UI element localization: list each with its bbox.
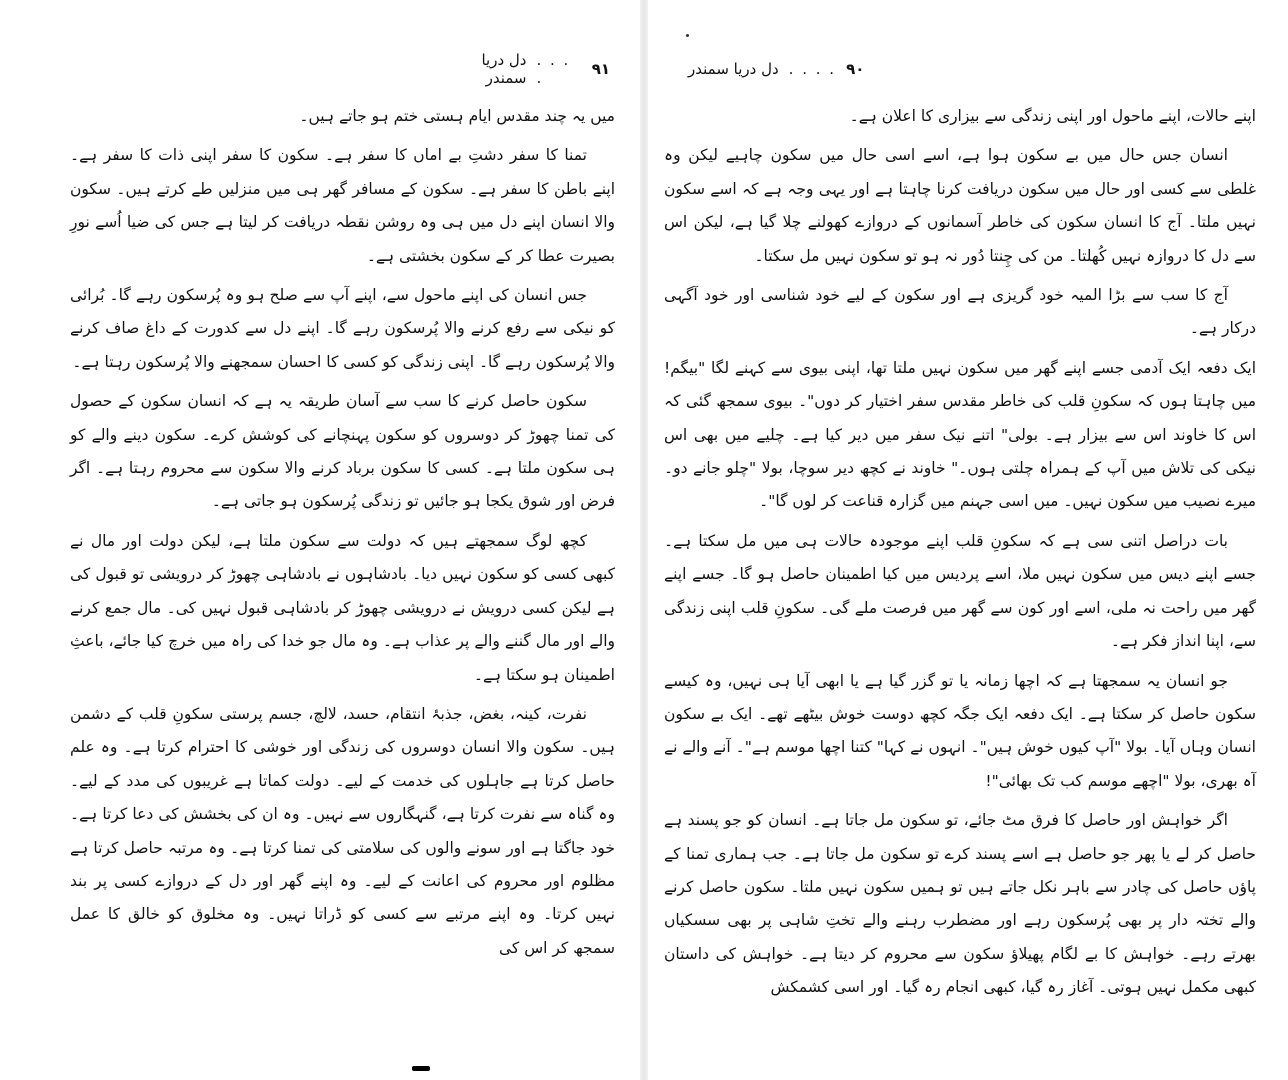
paragraph: کچھ لوگ سمجھتے ہیں کہ دولت سے سکون ملتا ہے، لیکن دولت اور مال نے کبھی کسی کو سکون نہیں دیا۔ بادشاہوں نے بادشاہی چھوڑ کر درویشی تو قبول کی ہے لیکن کسی درویش نے درویشی چھوڑ کر بادشاہی قبول نہیں کی۔ مال جمع کرنے والے اور مال گننے والے پر عذاب ہے۔ وہ مال جو خدا کی راہ میں خرچ کیا جائے، باعثِ اطمینان ہو سکتا ہے۔ [70, 531, 615, 684]
paragraph: انسان جس حال میں بے سکون ہوا ہے، اسے اسی حال میں سکون چاہیے لیکن وہ غلطی سے کسی اور حال میں سکون دریافت کرنا چاہتا ہے اور یہی وجہ ہے کہ اسے سکون نہیں ملتا۔ آج کا انسان سکون کی خاطر آسمانوں کے دروازے کھولنے چلا گیا ہے، لیکن اس سے دل کا دروازہ نہیں کُھلتا۔ من کی چِنتا دُور نہ ہو تو سکون نہیں مل سکتا۔ [664, 146, 1256, 265]
page-number: ۹۱ [591, 60, 610, 78]
page-header [440, 52, 610, 86]
paragraph: جس انسان کی اپنے ماحول سے، اپنے آپ سے صلح ہو وہ پُرسکون رہے گا۔ بُرائی کو نیکی سے رفع کرنے والا پُرسکون رہے گا۔ اپنے دل سے کدورت کے داغ صاف کرنے والا پُرسکون رہے گا۔ اپنی زندگی کو کسی کا احسان سمجھنے والا پُرسکون رہتا ہے۔ [70, 286, 615, 371]
bottom-mark [412, 1066, 430, 1071]
paragraph: بات دراصل اتنی سی ہے کہ سکونِ قلب اپنے موجودہ حالات ہی میں مل سکتا ہے۔ جسے اپنے دیس میں سکون نہیں ملا، اسے پردیس میں کیا اطمینان حاصل ہو گا۔ جسے اپنے گھر میں راحت نہ ملی، اسے اور کون سے گھر میں فرصت ملے گی۔ سکونِ قلب اپنی زندگی سے، اپنا انداز فکر ہے۔ [664, 531, 1256, 651]
page-body [70, 100, 615, 971]
page-number: ۹۰ [846, 60, 865, 78]
paragraph: نفرت، کینہ، بغض، جذبۂ انتقام، حسد، لالچ، جسم پرستی سکونِ قلب کے دشمن ہیں۔ سکون والا انسان دوسروں کی زندگی اور خوشی کا احترام کرتا ہے۔ وہ علم حاصل کرتا ہے جاہلوں کی خدمت کے لیے۔ دولت کماتا ہے غریبوں کی مدد کے لیے۔ وہ گناہ سے نفرت کرتا ہے، گنہگاروں سے نہیں۔ وہ ان کی بخشش کی دعا کرتا ہے۔ خود جاگتا ہے اور سونے والوں کی سلامتی کی تمنا کرتا ہے۔ وہ مرتبہ حاصل کرتا ہے مظلوم اور محروم کی اعانت کے لیے۔ وہ اپنے گھر اور دل کے دروازے کسی پر بند نہیں کرتا۔ وہ اپنے مرتبے سے کسی کو ڈراتا نہیں۔ وہ مخلوق کو خالق کا عمل سمجھ کر اس کی [70, 704, 615, 957]
paragraph: میں یہ چند مقدس ایام ہستی ختم ہو جاتے ہیں۔ [299, 107, 615, 125]
paragraph: اگر خواہش اور حاصل کا فرق مٹ جائے، تو سکون مل جاتا ہے۔ انسان کو جو پسند ہے حاصل کر لے یا پھر جو حاصل ہے اسے پسند کرے تو سکون مل جاتا ہے۔ جب ہماری تمنا کے پاؤں حاصل کی چادر سے باہر نکل جاتے ہیں تو ہمیں سکون نہیں ملتا۔ سکون حاصل کرنے والے تختہ دار پر بھی پُرسکون رہے اور مضطرب رہنے والے تختِ شاہی پر بھی سسکیاں بھرتے رہے۔ خواہش کا بے لگام پھیلاؤ سکون سے محروم کر دیتا ہے۔ خواہش کی داستان کبھی مکمل نہیں ہوتی۔ آغاز رہ گیا، کبھی انجام رہ گیا۔ اور اسی کشمکش [664, 811, 1256, 997]
right-page [648, 0, 1288, 1080]
paragraph: ایک دفعہ ایک آدمی جسے اپنے گھر میں سکون نہیں ملتا تھا، اپنی بیوی سے کہنے لگا "بیگم! میں چاہتا ہوں کہ سکونِ قلب کی خاطر مقدس سفر اختیار کر دوں"۔ بیوی سمجھ گئی کہ اس کا خاوند اس سے بیزار ہے۔ بولی" اتنے نیک سفر میں دیر کیا ہے۔ چلیے میں بھی اس نیکی کی تلاش میں آپ کے ہمراہ چلتی ہوں۔" خاوند نے کچھ دیر سوچا، بولا "چلو جانے دو۔ میرے نصیب میں سکون نہیں۔ میں اسی جہنم میں گزارہ قناعت کر لوں گا"۔ [664, 358, 1256, 511]
page-header-dots: . . . . [536, 51, 571, 87]
paragraph: جو انسان یہ سمجھتا ہے کہ اچھا زمانہ یا تو گزر گیا ہے یا ابھی آیا ہی نہیں، وہ کیسے سکون حاصل کر سکتا ہے۔ ایک دفعہ ایک جگہ کچھ دوست خوش بیٹھے تھے۔ ایک بے سکون انسان وہاں آیا۔ بولا "آپ کیوں خوش ہیں"۔ انہوں نے کہا" کتنا اچھا موسم ہے"۔ آنے والے نے آہ بھری، بولا "اچھے موسم کب تک بھائی"! [664, 671, 1256, 790]
page-body [664, 100, 1256, 1011]
paragraph: آج کا سب سے بڑا المیہ خود گریزی ہے اور سکون کے لیے خود شناسی اور خود آگہی درکار ہے۔ [664, 286, 1256, 338]
left-page [0, 0, 640, 1080]
paragraph: سکون حاصل کرنے کا سب سے آسان طریقہ یہ ہے کہ انسان سکون کے حصول کی تمنا چھوڑ کر دوسروں کو سکون پہنچانے کی کوشش کرے۔ سکون دینے والے کو ہی سکون ملتا ہے۔ کسی کا سکون برباد کرنے والا سکون سے محروم رہتا ہے۔ اگر فرض اور شوق یکجا ہو جائیں تو زندگی پُرسکون ہو جاتی ہے۔ [70, 392, 615, 511]
paragraph: تمنا کا سفر دشتِ بے اماں کا سفر ہے۔ سکون کا سفر اپنی ذات کا سفر ہے۔ اپنے باطن کا سفر ہے۔ سکون کے مسافر گھر ہی میں منزلیں طے کرتے ہیں۔ سکون والا انسان اپنے دل میں ہی وہ روشن نقطہ دریافت کر لیتا ہے جس کی ضیا اُسے نورِ بصیرت عطا کر کے سکون بخشتی ہے۔ [70, 146, 615, 265]
book-gutter [640, 0, 648, 1080]
paragraph: اپنے حالات، اپنے ماحول اور اپنی زندگی سے بیزاری کا اعلان ہے۔ [849, 107, 1256, 125]
scan-dot [686, 34, 689, 37]
page-header-title: دل دریا سمندر [481, 51, 527, 87]
page-header-title: دل دریا سمندر [688, 60, 779, 78]
page-header-dots: . . . . [788, 60, 837, 78]
page-header [688, 52, 888, 86]
